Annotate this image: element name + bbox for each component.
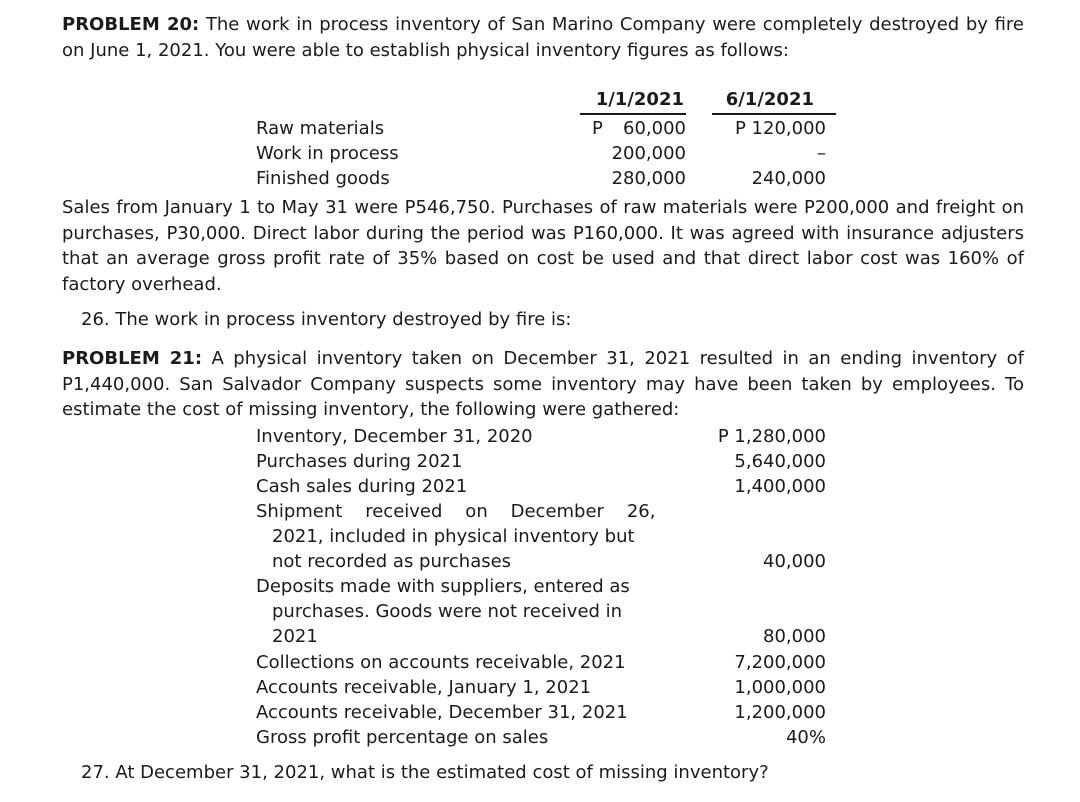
header-rule-1 (580, 113, 686, 115)
problem-20-intro (62, 12, 1024, 63)
col-header-jun: 6/1/2021 (725, 89, 814, 110)
row-value-jan: 280,000 (611, 168, 686, 189)
row-label: Work in process (256, 143, 399, 164)
list-item-label: Inventory, December 31, 2020 (256, 426, 533, 447)
problem-20-heading: PROBLEM 20: (62, 14, 200, 35)
list-item-label: Cash sales during 2021 (256, 476, 468, 497)
list-item-label: Gross profit percentage on sales (256, 727, 549, 748)
row-value-jan: 60,000 (623, 118, 686, 139)
list-item-value: 1,000,000 (734, 677, 826, 698)
question-26: 26. The work in process inventory destroyed by fire is: (81, 309, 572, 330)
col-header-jan: 1/1/2021 (595, 89, 684, 110)
shipment-line-2: 2021, included in physical inventory but (272, 526, 635, 547)
row-peso-sign: P (592, 118, 603, 139)
list-item-label: Accounts receivable, December 31, 2021 (256, 702, 628, 723)
list-item-value: 1,200,000 (734, 702, 826, 723)
list-item-value: 1,400,000 (734, 476, 826, 497)
question-27: 27. At December 31, 2021, what is the estimated cost of missing inventory? (81, 762, 769, 783)
list-item-value: P 1,280,000 (717, 426, 826, 447)
list-item-label: Purchases during 2021 (256, 451, 463, 472)
row-value-jun: – (817, 143, 826, 164)
list-item-value: 40% (785, 727, 826, 748)
row-label: Raw materials (256, 118, 385, 139)
row-value-jun: 240,000 (751, 168, 826, 189)
list-item-value: 7,200,000 (734, 652, 826, 673)
row-label: Finished goods (256, 168, 390, 189)
row-value-jan: 200,000 (611, 143, 686, 164)
deposits-line-1: Deposits made with suppliers, entered as (256, 576, 630, 597)
list-item-label: Collections on accounts receivable, 2021 (256, 652, 626, 673)
problem-21-intro-text: A physical inventory taken on December 31, 2021 resulted in an ending inventory of P1,440,000. San Salvador Company suspects some inventory may have been taken by employees. To estimate the cost of missing inventory, the following were gathered: (62, 348, 1025, 421)
problem-21-heading: PROBLEM 21: (62, 348, 203, 369)
problem-21-intro (62, 346, 1024, 423)
shipment-line-1: Shipment received on December 26, (256, 501, 656, 522)
row-value-jun: P 120,000 (734, 118, 826, 139)
shipment-line-3: not recorded as purchases (272, 551, 512, 572)
problem-20-intro-text: The work in process inventory of San Marino Company were completely destroyed by fire on June 1, 2021. You were able to establish physical inventory figures as follows: (62, 14, 1024, 61)
deposits-value: 80,000 (763, 626, 826, 647)
problem-20-body: Sales from January 1 to May 31 were P546,750. Purchases of raw materials were P200,000 and freight on purchases, P30,000. Direct labor during the period was P160,000. It was agreed with insurance adjusters that an average gross profit rate of 35% based on cost be used and that direct labor cost was 160% of factory overhead. (62, 197, 1024, 295)
header-rule-2 (712, 113, 836, 115)
list-item-value: 5,640,000 (734, 451, 826, 472)
deposits-line-2: purchases. Goods were not received in (272, 601, 623, 622)
shipment-value: 40,000 (763, 551, 826, 572)
list-item-label: Accounts receivable, January 1, 2021 (256, 677, 592, 698)
deposits-line-3: 2021 (272, 626, 318, 647)
